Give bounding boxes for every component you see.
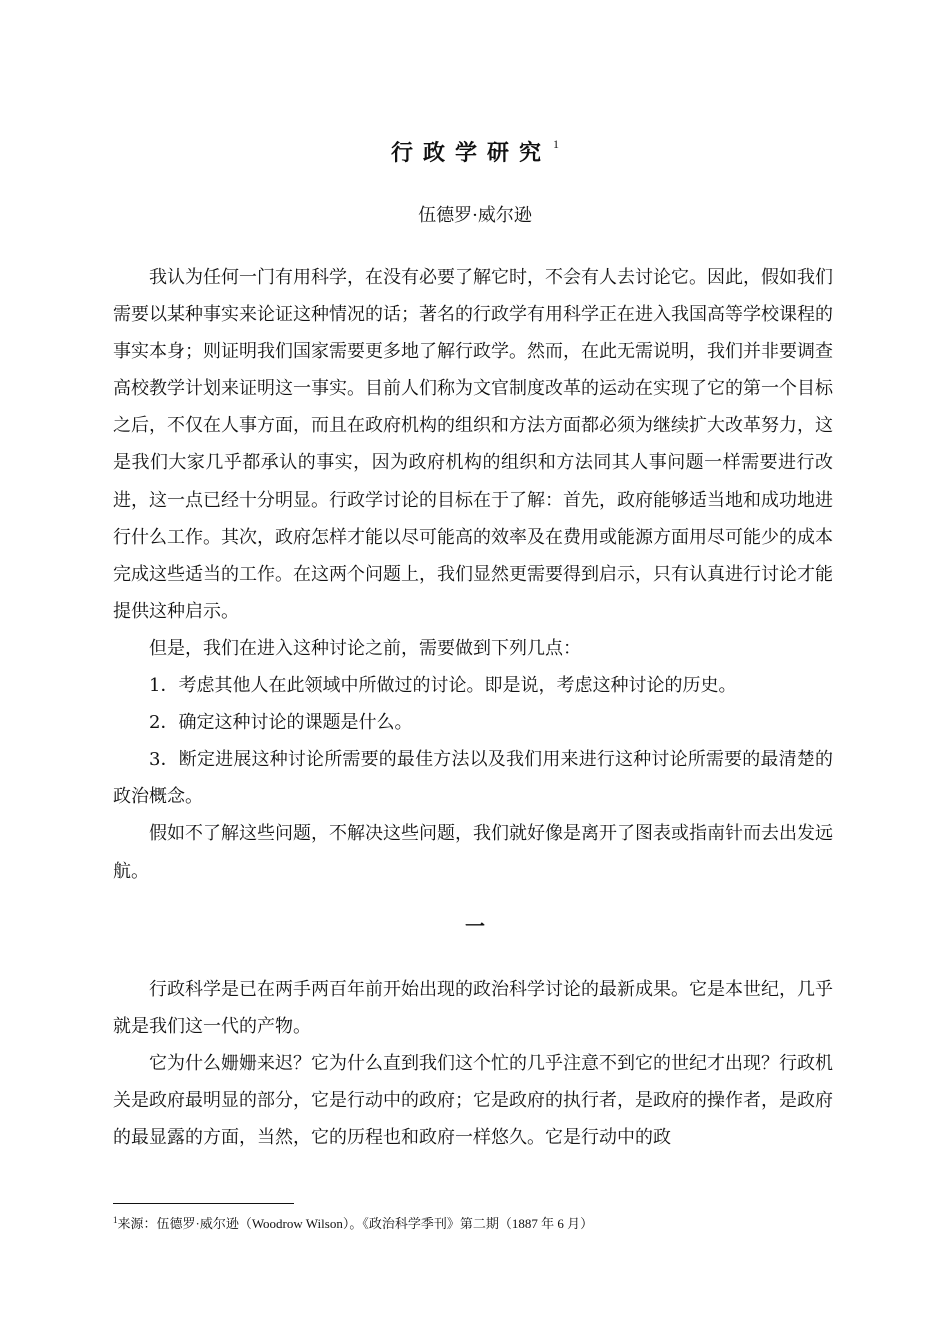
- footnote-divider: [113, 1203, 294, 1204]
- footnote-mark: 1: [113, 1215, 118, 1225]
- intro-paragraph-1: 我认为任何一门有用科学，在没有必要了解它时，不会有人去讨论它。因此，假如我们需要以某种事实来论证这种情况的话；著名的行政学有用科学正在进入我国高等学校课程的事实本身；则证明我们国家需要更多地了解行政学。然而，在此无需说明，我们并非要调查高校教学计划来证明这一事实。目前人们称为文官制度改革的运动在实现了它的第一个目标之后，不仅在人事方面，而且在政府机构的组织和方法方面都必须为继续扩大改革努力，这是我们大家几乎都承认的事实，因为政府机构的组织和方法同其人事问题一样需要进行改进，这一点已经十分明显。行政学讨论的目标在于了解：首先，政府能够适当地和成功地进行什么工作。其次，政府怎样才能以尽可能高的效率及在费用或能源方面用尽可能少的成本完成这些适当的工作。在这两个问题上，我们显然更需要得到启示，只有认真进行讨论才能提供这种启示。: [113, 267, 833, 622]
- footnote-text: 来源：伍德罗·威尔逊（Woodrow Wilson）。《政治科学季刊》第二期（1887 年 6 月）: [117, 1216, 594, 1231]
- section-paragraph-2: 它为什么姗姗来迟？它为什么直到我们这个忙的几乎注意不到它的世纪才出现？行政机关是政府最明显的部分，它是行动中的政府；它是政府的执行者，是政府的操作者，是政府的最显露的方面，当然，它的历程也和政府一样悠久。它是行动中的政: [113, 1053, 833, 1149]
- closing-paragraph: 假如不了解这些问题，不解决这些问题，我们就好像是离开了图表或指南针而去出发远航。: [113, 823, 833, 882]
- list-item-1: 1．考虑其他人在此领域中所做过的讨论。即是说，考虑这种讨论的历史。: [149, 675, 737, 697]
- footnote: [113, 1210, 593, 1234]
- title-footnote-mark: 1: [553, 137, 559, 151]
- section-body: [113, 971, 833, 1156]
- section-heading: 一: [465, 914, 485, 938]
- list-item-2: 2．确定这种讨论的课题是什么。: [149, 712, 413, 734]
- document-title: [0, 128, 950, 170]
- title-text: 行政学研究: [390, 141, 551, 166]
- section-paragraph-1: 行政科学是已在两手两百年前开始出现的政治科学讨论的最新成果。它是本世纪，几乎就是我们这一代的产物。: [113, 979, 833, 1038]
- list-item-3: 3．断定进展这种讨论所需要的最佳方法以及我们用来进行这种讨论所需要的最清楚的政治概念。: [113, 749, 833, 808]
- author-line: 伍德罗·威尔逊: [418, 205, 532, 226]
- intro-body: [113, 259, 833, 890]
- intro-paragraph-2: 但是，我们在进入这种讨论之前，需要做到下列几点：: [149, 637, 581, 659]
